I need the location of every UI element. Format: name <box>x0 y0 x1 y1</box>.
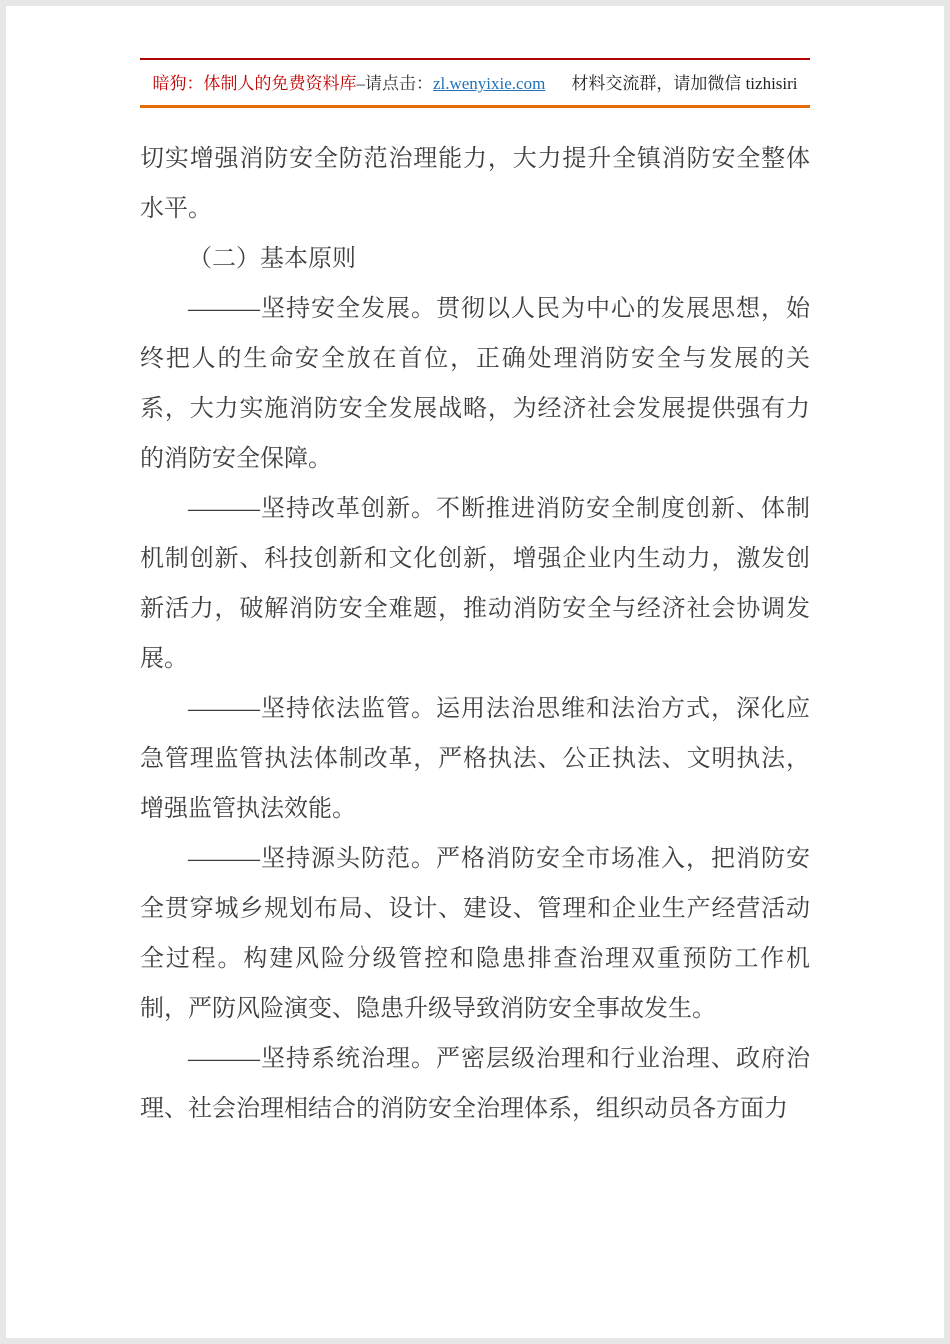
document-page <box>6 6 944 1338</box>
paragraph: ———坚持改革创新。不断推进消防安全制度创新、体制机制创新、科技创新和文化创新，增强企业内生动力，激发创新活力，破解消防安全难题，推动消防安全与经济社会协调发展。 <box>140 496 810 672</box>
paragraph: ———坚持系统治理。严密层级治理和行业治理、政府治理、社会治理相结合的消防安全治理体系，组织动员各方面力 <box>140 1046 810 1122</box>
paragraph: ———坚持依法监管。运用法治思维和法治方式，深化应急管理监管执法体制改革，严格执法、公正执法、文明执法，增强监管执法效能。 <box>140 696 810 822</box>
header-brand-text: 暗狗：体制人的免费资料库 <box>152 74 357 93</box>
paragraph: ———坚持源头防范。严格消防安全市场准入，把消防安全贯穿城乡规划布局、设计、建设、管理和企业生产经营活动全过程。构建风险分级管控和隐患排查治理双重预防工作机制，严防风险演变、隐患升级导致消防安全事故发生。 <box>140 846 810 1022</box>
header-link[interactable]: zl.wenyixie.com <box>432 74 546 93</box>
document-body <box>140 134 810 1134</box>
header-suffix-text: 材料交流群，请加微信 tizhisiri <box>571 74 798 93</box>
header-prompt-text: –请点击： <box>356 74 433 93</box>
header-banner <box>140 58 810 108</box>
paragraph: ———坚持安全发展。贯彻以人民为中心的发展思想，始终把人的生命安全放在首位，正确处理消防安全与发展的关系，大力实施消防安全发展战略，为经济社会发展提供强有力的消防安全保障。 <box>140 296 810 472</box>
section-heading: （二）基本原则 <box>188 246 356 272</box>
paragraph: 切实增强消防安全防范治理能力，大力提升全镇消防安全整体水平。 <box>140 146 810 222</box>
